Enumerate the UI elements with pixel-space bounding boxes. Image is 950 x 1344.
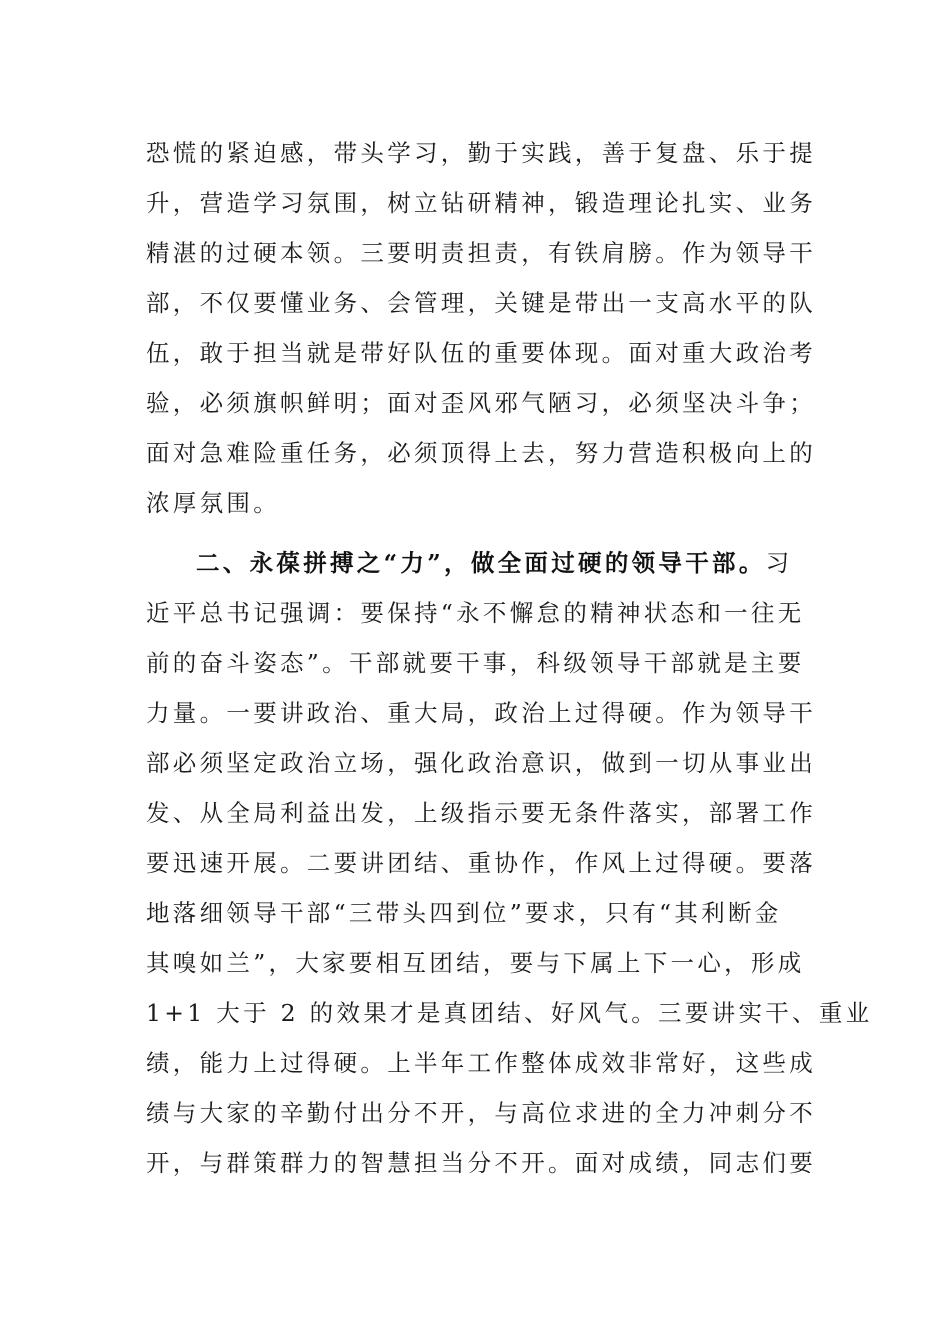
paragraph-1 [146, 128, 816, 528]
paragraph-2-line-5: 部必须坚定政治立场，强化政治意识，做到一切从事业出 [146, 749, 816, 777]
paragraph-2-line-4: 力量。一要讲政治、重大局，政治上过得硬。作为领导干 [146, 699, 816, 727]
paragraph-2-first-line [146, 538, 806, 588]
paragraph-2-line-12: 绩与大家的辛勤付出分不开，与高位求进的全力冲刺分不 [146, 1099, 816, 1127]
paragraph-2-line-6: 发、从全局利益出发，上级指示要无条件落实，部署工作 [146, 799, 816, 827]
paragraph-1-line-6: 验，必须旗帜鲜明；面对歪风邪气陋习，必须坚决斗争； [146, 389, 816, 417]
section-heading: 二、永葆拼搏之“力”，做全面过硬的领导干部。 [196, 549, 766, 577]
paragraph-2-first-line-rest: 习 [765, 549, 793, 577]
paragraph-2-line-3: 前的奋斗姿态”。干部就要干事，科级领导干部就是主要 [146, 649, 805, 677]
paragraph-2-line-2: 近平总书记强调：要保持“永不懈怠的精神状态和一往无 [146, 599, 805, 627]
paragraph-2 [146, 538, 873, 1188]
paragraph-1-line-5: 伍，敢于担当就是带好队伍的重要体现。面对重大政治考 [146, 339, 816, 367]
paragraph-2-line-8: 地落细领导干部“三带头四到位”要求，只有“其利断金 [146, 899, 782, 927]
paragraph-1-line-2: 升，营造学习氛围，树立钻研精神，锻造理论扎实、业务 [146, 189, 816, 217]
paragraph-1-line-8: 浓厚氛围。 [146, 489, 280, 517]
paragraph-2-line-13: 开，与群策群力的智慧担当分不开。面对成绩，同志们要 [146, 1149, 816, 1177]
paragraph-1-line-7: 面对急难险重任务，必须顶得上去，努力营造积极向上的 [146, 439, 816, 467]
paragraph-1-line-4: 部，不仅要懂业务、会管理，关键是带出一支高水平的队 [146, 289, 816, 317]
paragraph-2-line-10: 1+1 大于 2 的效果才是真团结、好风气。三要讲实干、重业 [146, 999, 873, 1027]
paragraph-2-line-9: 其嗅如兰”，大家要相互团结，要与下属上下一心，形成 [146, 949, 805, 977]
paragraph-2-line-11: 绩，能力上过得硬。上半年工作整体成效非常好，这些成 [146, 1049, 816, 1077]
paragraph-1-line-3: 精湛的过硬本领。三要明责担责，有铁肩膀。作为领导干 [146, 239, 816, 267]
paragraph-2-line-7: 要迅速开展。二要讲团结、重协作，作风上过得硬。要落 [146, 849, 816, 877]
paragraph-1-line-1: 恐慌的紧迫感，带头学习，勤于实践，善于复盘、乐于提 [146, 139, 816, 167]
